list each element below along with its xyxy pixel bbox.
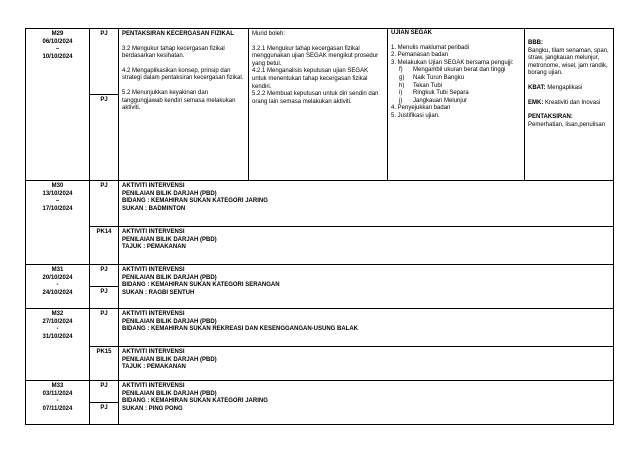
activity-line: TAJUK : PEMAKANAN [122,244,186,251]
content-standard-cell [119,29,249,181]
table-row-m29-a [26,29,614,95]
week-label: M30 [51,183,64,189]
activity-line: SUKAN : RAGBI SENTUH [122,289,195,296]
week-date-separator: - [56,398,59,405]
objective-item: 5.2.2 Membuat keputusan untuk diri sendiri dan orang lain semasa melakukan aktiviti. [252,91,379,105]
activity-row [119,347,614,381]
lesson-plan-table [25,28,614,425]
table-row-m31-a [26,265,614,287]
activity-line: BIDANG : KEMAHIRAN SUKAN KATEGORI SERANGAN [122,282,280,289]
activity-line: SUKAN : BADMINTON [122,205,186,212]
activity-line: BIDANG : KEMAHIRAN SUKAN REKREASI DAN KESENGGANGAN-USUNG BALAK [122,326,359,333]
objective-item: 4.2.1 Menganalisis keputusan ujian SEGAK untuk menentukan tahap kecergasan fizikal kendiri. [252,68,369,90]
week-cell-m32 [26,309,90,381]
week-end-date: 07/11/2024 [42,405,73,412]
activity-step: 1. Menulis maklumat peribadi [391,44,470,51]
table-row-m33-a [26,381,614,403]
week-cell-m29 [26,29,90,181]
week-date-separator: – [55,198,60,205]
kbat-label: KBAT: [528,84,546,91]
week-end-date: 24/10/2024 [42,289,73,296]
activity-row [119,265,614,309]
week-label: M33 [51,383,64,389]
activity-line: BIDANG : KEMAHIRAN SUKAN KATEGORI JARING [122,398,268,405]
standard-title: PENTAKSIRAN KECERGASAN FIZIKAL [122,31,234,37]
activity-line: PENILAIAN BILIK DARJAH (PBD) [122,318,217,325]
emk-label: EMK: [528,99,544,106]
subject-code: PJ [90,287,119,309]
subject-code: PJ [90,29,119,95]
week-date-separator: - [56,282,59,289]
subject-code: PJ [90,381,119,403]
table-row-m32-b [26,347,614,381]
week-start-date: 13/10/2024 [42,190,73,197]
subject-code: PK15 [90,347,119,381]
week-end-date: 10/10/2024 [42,53,73,60]
week-date-separator: – [55,46,60,53]
activity-substep: i) Ringkuk Tubi Separa [399,90,469,97]
week-end-date: 17/10/2024 [42,205,73,212]
week-label: M29 [51,31,64,37]
week-start-date: 20/10/2024 [42,274,73,281]
week-date-separator: - [56,326,59,333]
activity-line: AKTIVITI INTERVENSI [122,311,185,317]
week-cell-m33 [26,381,90,425]
activity-line: PENILAIAN BILIK DARJAH (PBD) [122,274,217,281]
subject-code: PJ [90,95,119,181]
activity-line: TAJUK : PEMAKANAN [122,364,186,371]
activity-line: AKTIVITI INTERVENSI [122,183,185,189]
activity-substep: h) Tekan Tubi [399,82,443,89]
subject-code: PJ [90,181,119,227]
standard-item: 5.2 Menunjukkan keyakinan dan tanggungjawab kendiri semasa melakukan aktiviti. [122,89,236,112]
standard-item: 3.2 Mengukur tahap kecergasan fizikal berdasarkan kesihatan. [122,45,225,60]
activity-step: 3. Melakukan Ujian SEGAK bersama pengujji: [391,59,514,66]
activity-substep: j) Jangkauan Melunjur [399,97,468,104]
activity-line: PENILAIAN BILIK DARJAH (PBD) [122,390,217,397]
assessment-label: PENTAKSIRAN: [528,114,573,121]
table-row-m30-b [26,227,614,265]
activity-steps [391,45,521,121]
week-label: M31 [51,267,64,273]
week-start-date: 06/10/2024 [42,38,73,45]
week-start-date: 27/10/2024 [42,318,73,325]
activity-step: 4. Penyejukkan badan [391,105,451,112]
activity-row [119,381,614,425]
learning-objective-cell [249,29,388,181]
week-cell-m31 [26,265,90,309]
subject-code: PJ [90,403,119,425]
subject-code: PK14 [90,227,119,265]
assessment-text: Pemerhatian, lisan,penulisan [528,121,606,128]
emk-text: Kreativiti dan Inovasi [545,99,601,106]
activity-row [119,181,614,227]
week-cell-m30 [26,181,90,265]
activity-line: BIDANG : KEMAHIRAN SUKAN KATEGORI JARING [122,198,268,205]
subject-code: PJ [90,265,119,287]
activity-line: AKTIVITI INTERVENSI [122,229,185,235]
week-start-date: 03/11/2024 [42,390,73,397]
objective-item: 3.2.1 Mengukur tahap kecergasan fizikal menggunakan ujian SEGAK mengikut prosedur yang betul. [252,45,379,67]
activity-title: UJIAN SEGAK [391,30,433,36]
activity-line: AKTIVITI INTERVENSI [122,349,185,355]
subject-code: PJ [90,309,119,347]
week-label: M32 [51,311,64,317]
bbb-label: BBB: [528,40,543,46]
table-row-m30-a [26,181,614,227]
activity-row [119,227,614,265]
notes-cell [525,29,614,181]
activity-row [119,309,614,347]
table-row-m32-a [26,309,614,347]
kbat-text: Mengaplikasi [547,84,583,91]
activity-substep: g) Naik Turun Bangku [399,74,465,81]
activity-line: AKTIVITI INTERVENSI [122,267,185,273]
activity-line: PENILAIAN BILIK DARJAH (PBD) [122,356,217,363]
activity-step: 2. Pemanasan badan [391,52,449,59]
activity-line: AKTIVITI INTERVENSI [122,383,185,389]
activity-line: PENILAIAN BILIK DARJAH (PBD) [122,236,217,243]
standard-item: 4.2 Mengaplikasikan konsep, prinsip dan strategi dalam pentaksiran kecergasan fizikal. [122,67,244,82]
activity-cell [388,29,525,181]
objective-title: Murid boleh: [252,31,286,37]
activity-substep: f) Mengambil ukuran berat dan tinggi [399,67,506,74]
activity-step: 5. Justifikasi ujian. [391,112,440,119]
week-end-date: 31/10/2024 [42,333,73,340]
activity-line: PENILAIAN BILIK DARJAH (PBD) [122,190,217,197]
activity-line: SUKAN : PING PONG [122,405,183,412]
bbb-text: Bangku, tilam senaman, span, straw, jangkauan melunjur, metronome, wisel, jam randik, borang ujian. [528,47,609,77]
